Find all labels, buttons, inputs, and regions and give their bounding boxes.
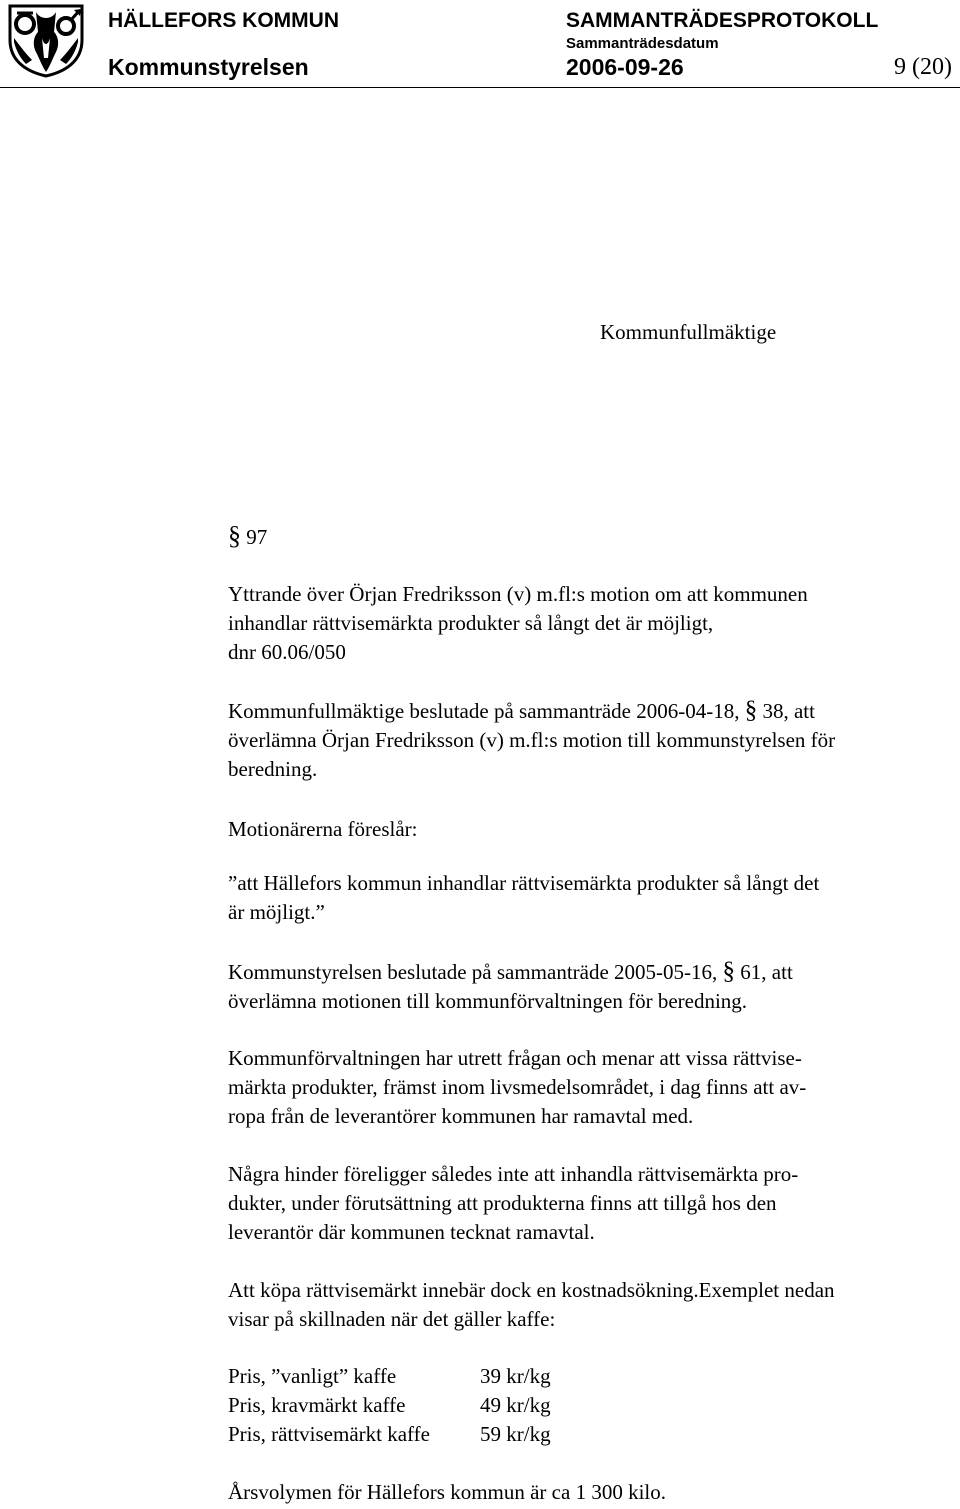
body-line: leverantör där kommunen tecknat ramavtal. <box>228 1220 595 1244</box>
municipal-coat-of-arms-icon <box>6 2 86 78</box>
body-paragraph <box>228 1478 948 1507</box>
body-line: är möjligt.” <box>228 900 325 924</box>
date-label: Sammanträdesdatum <box>566 35 719 52</box>
addressee: Kommunfullmäktige <box>600 320 777 344</box>
body-line: Att köpa rättvisemärkt innebär dock en kostnadsökning.Exemplet nedan <box>228 1278 835 1302</box>
price-label: Pris, kravmärkt kaffe <box>228 1393 406 1417</box>
body-line: ropa från de leverantörer kommunen har ramavtal med. <box>228 1104 694 1128</box>
body-line: Kommunfullmäktige beslutade på sammanträde 2006-04-18, § 38, att <box>228 697 815 724</box>
paragraph-heading <box>228 521 267 552</box>
department-name: Kommunstyrelsen <box>108 54 309 80</box>
meeting-date: 2006-09-26 <box>566 54 684 80</box>
header-divider <box>0 87 960 88</box>
price-label: Pris, ”vanligt” kaffe <box>228 1364 397 1388</box>
body-line: Årsvolymen för Hällefors kommun är ca 1 300 kilo. <box>228 1480 666 1504</box>
body-paragraph <box>228 1044 948 1131</box>
body-line: ”att Hällefors kommun inhandlar rättvisemärkta produkter så långt det <box>228 871 820 895</box>
subject-line: inhandlar rättvisemärkta produkter så långt det är möjligt, <box>228 611 714 635</box>
body-line: Motionärerna föreslår: <box>228 817 418 841</box>
body-line: dukter, under förutsättning att produkterna finns att tillgå hos den <box>228 1191 777 1215</box>
body-line: visar på skillnaden när det gäller kaffe: <box>228 1307 556 1331</box>
paragraph-number: 97 <box>246 525 268 549</box>
body-line: överlämna motionen till kommunförvaltningen för beredning. <box>228 989 748 1013</box>
document-type: SAMMANTRÄDESPROTOKOLL <box>566 9 879 32</box>
body-line: överlämna Örjan Fredriksson (v) m.fl:s motion till kommunstyrelsen för <box>228 728 836 752</box>
body-line: märkta produkter, främst inom livsmedelsområdet, i dag finns att av- <box>228 1075 807 1099</box>
page-number: 9 (20) <box>894 54 952 80</box>
organization-name: HÄLLEFORS KOMMUN <box>108 9 339 32</box>
body-paragraph <box>228 1160 948 1247</box>
price-value: 39 kr/kg <box>480 1364 551 1388</box>
body-paragraph <box>228 815 948 844</box>
body-paragraph <box>228 869 948 927</box>
body-line: Några hinder föreligger således inte att inhandla rättvisemärkta pro- <box>228 1162 799 1186</box>
price-value: 49 kr/kg <box>480 1393 551 1417</box>
subject-line: Yttrande över Örjan Fredriksson (v) m.fl:s motion om att kommunen <box>228 582 808 606</box>
body-paragraph <box>228 957 948 1016</box>
body-line: beredning. <box>228 757 318 781</box>
body-paragraph <box>228 696 948 784</box>
body-line: Kommunförvaltningen har utrett frågan och menar att vissa rättvise- <box>228 1046 802 1070</box>
body-line: Kommunstyrelsen beslutade på sammanträde 2005-05-16, § 61, att <box>228 958 793 985</box>
body-paragraph <box>228 1276 948 1334</box>
subject-line: dnr 60.06/050 <box>228 640 346 664</box>
subject-heading <box>228 580 948 667</box>
price-label: Pris, rättvisemärkt kaffe <box>228 1422 430 1446</box>
section-symbol: § <box>228 521 241 550</box>
price-value: 59 kr/kg <box>480 1422 551 1446</box>
